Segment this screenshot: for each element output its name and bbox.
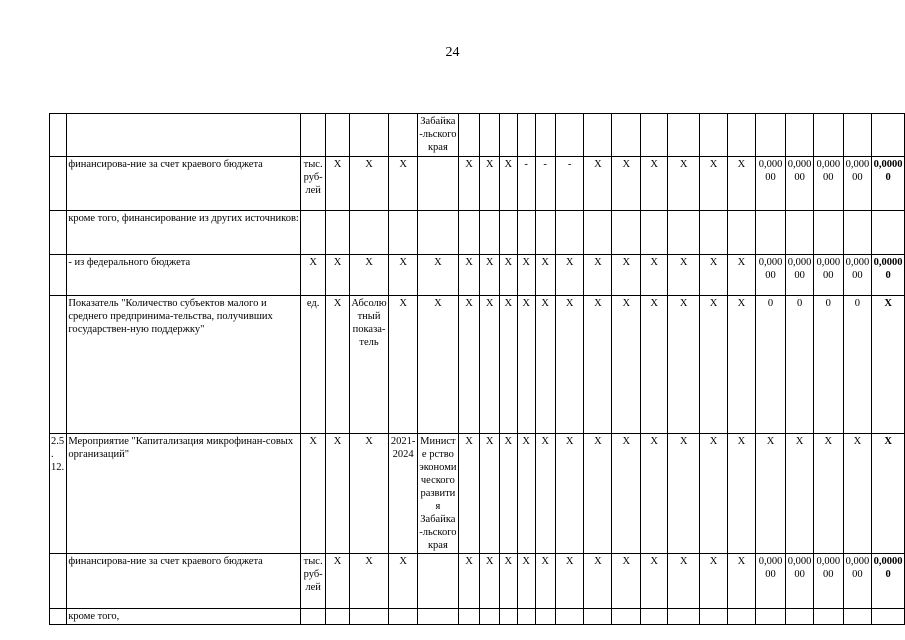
table-cell: Х [349,554,389,609]
table-cell [668,609,700,625]
table-cell: Х [668,157,700,211]
table-cell [480,609,499,625]
table-cell: Х [349,157,389,211]
table-cell [584,211,612,255]
table-cell [50,609,67,625]
table-cell: финансирова-ние за счет краевого бюджета [67,554,301,609]
table-cell [326,211,349,255]
table-cell [814,211,843,255]
table-cell: Х [326,255,349,296]
table-cell: Х [499,296,517,434]
table-cell: 0,000 00 [786,255,814,296]
table-cell: Х [584,296,612,434]
table-cell: Х [480,554,499,609]
table-cell: Х [499,554,517,609]
table-cell [517,609,535,625]
table-cell: Х [584,434,612,554]
table-cell: Х [535,554,555,609]
table-cell: 0,000 00 [786,554,814,609]
table-cell: Х [700,157,728,211]
table-cell: Х [641,554,668,609]
table-cell [418,554,459,609]
table-cell: Х [668,554,700,609]
table-cell [326,609,349,625]
table-cell [755,609,785,625]
table-cell [755,114,785,157]
table-cell [843,114,872,157]
table-row [50,211,905,255]
table-cell: 2021-2024 [389,434,418,554]
table-cell [458,211,480,255]
table-cell: Х [700,554,728,609]
table-cell: Х [535,296,555,434]
table-cell: Х [326,157,349,211]
table-cell [50,211,67,255]
table-cell: Х [700,255,728,296]
table-cell [641,609,668,625]
table-cell: тыс. руб-лей [300,554,326,609]
table-cell: Х [641,255,668,296]
table-row [50,434,905,554]
table-cell [418,211,459,255]
table-cell: Забайка-льского края [418,114,459,157]
table-cell: Х [668,296,700,434]
table-cell [480,211,499,255]
table-cell: Х [843,434,872,554]
table-cell: Х [349,434,389,554]
table-cell [700,114,728,157]
table-cell: Х [349,255,389,296]
table-cell: Х [584,157,612,211]
table-cell [326,114,349,157]
table-cell: Х [727,296,755,434]
table-cell [535,609,555,625]
table-cell [700,211,728,255]
table-cell [535,114,555,157]
table-cell: Х [458,434,480,554]
table-cell [458,114,480,157]
table-cell [555,211,584,255]
table-cell: Х [700,434,728,554]
table-row [50,255,905,296]
table-cell [499,114,517,157]
table-cell [872,114,905,157]
table-cell [641,211,668,255]
table-cell [612,114,641,157]
table-cell: 0,0000 0 [872,554,905,609]
table-cell [418,609,459,625]
table-cell: Мероприятие "Капитализация микрофинан-совых организаций" [67,434,301,554]
table-row [50,296,905,434]
table-cell [418,157,459,211]
table-cell [727,114,755,157]
table-cell: 0 [786,296,814,434]
table-row [50,609,905,625]
table-cell: Х [555,554,584,609]
table-cell: Х [389,554,418,609]
table-cell: Показатель "Количество субъектов малого и среднего предпринима-тельства, получивших государствен-ную поддержку" [67,296,301,434]
table-cell [727,609,755,625]
table-cell [555,609,584,625]
table-cell: Х [727,157,755,211]
table-cell: Х [517,255,535,296]
table-row [50,554,905,609]
table-cell: 2.5. 12. [50,434,67,554]
table-cell [872,211,905,255]
table-cell: Х [555,296,584,434]
table-cell: Х [480,296,499,434]
table-cell: Х [458,255,480,296]
table-cell: 0 [755,296,785,434]
table-cell [389,609,418,625]
table-cell [50,554,67,609]
table-cell: Х [326,434,349,554]
table-cell [50,114,67,157]
budget-table [49,113,905,625]
table-cell: Х [535,434,555,554]
table-cell: Х [418,296,459,434]
table-cell: Х [517,434,535,554]
table-cell [755,211,785,255]
table-cell [555,114,584,157]
table-cell: 0,000 00 [843,554,872,609]
table-cell [786,211,814,255]
table-cell: кроме того, финансирование из других источников: [67,211,301,255]
table-cell: ед. [300,296,326,434]
table-cell [349,609,389,625]
table-cell: Х [668,434,700,554]
table-cell [814,609,843,625]
table-cell: Х [584,255,612,296]
table-cell: Х [700,296,728,434]
table-cell: Х [480,434,499,554]
table-cell [668,211,700,255]
table-cell [499,211,517,255]
table-cell [389,211,418,255]
table-cell: Х [300,255,326,296]
table-cell: Х [389,157,418,211]
table-cell [50,157,67,211]
table-cell: 0,000 00 [814,554,843,609]
table-cell: Х [499,157,517,211]
table-cell [700,609,728,625]
table-cell: 0 [814,296,843,434]
table-cell [67,114,301,157]
table-cell: Х [727,255,755,296]
table-cell [535,211,555,255]
table-cell [480,114,499,157]
table-cell: Х [727,434,755,554]
table-row [50,114,905,157]
table-cell: Х [872,434,905,554]
page-number: 24 [445,45,460,60]
table-cell [458,609,480,625]
table-cell: финансирова-ние за счет краевого бюджета [67,157,301,211]
table-cell: Х [480,255,499,296]
table-cell: 0,000 00 [755,157,785,211]
table-cell: Х [755,434,785,554]
table-cell: 0,0000 0 [872,157,905,211]
table-cell: 0,000 00 [843,157,872,211]
table-cell: 0,000 00 [843,255,872,296]
table-cell [349,114,389,157]
table-cell: Х [584,554,612,609]
table-cell: Х [612,554,641,609]
table-cell: Х [641,434,668,554]
table-cell: Х [389,296,418,434]
table-cell: Х [326,554,349,609]
table-cell: Абсолю тный показа-тель [349,296,389,434]
table-cell [584,609,612,625]
table-cell: - [535,157,555,211]
table-cell: Х [326,296,349,434]
table-cell: Х [517,296,535,434]
table-cell: тыс. руб-лей [300,157,326,211]
table-cell [349,211,389,255]
table-row [50,157,905,211]
table-cell: кроме того, [67,609,301,625]
table-cell [50,255,67,296]
table-cell: Х [872,296,905,434]
table-cell: Х [612,255,641,296]
table-cell: 0,0000 0 [872,255,905,296]
table-cell: - из федерального бюджета [67,255,301,296]
table-cell: Х [300,434,326,554]
table-cell: Х [535,255,555,296]
table-cell [612,609,641,625]
table-cell: Х [555,434,584,554]
table-cell [300,609,326,625]
table-cell: - [517,157,535,211]
table-cell [612,211,641,255]
table-cell: Х [458,554,480,609]
table-cell [517,114,535,157]
table-cell: Х [499,255,517,296]
table-cell [300,114,326,157]
table-cell: Х [814,434,843,554]
table-cell: 0,000 00 [814,157,843,211]
table-cell: Х [517,554,535,609]
table-cell [786,609,814,625]
table-cell: Х [480,157,499,211]
table-cell [843,211,872,255]
table-cell [872,609,905,625]
table-cell: Х [668,255,700,296]
table-cell [499,609,517,625]
table-cell [300,211,326,255]
table-cell [843,609,872,625]
table-cell: Х [612,296,641,434]
table-cell: Х [786,434,814,554]
table-cell [517,211,535,255]
table-cell [389,114,418,157]
table-cell: Х [458,296,480,434]
table-cell: Х [418,255,459,296]
table-cell: Х [641,296,668,434]
table-cell: Х [389,255,418,296]
table-cell: Х [555,255,584,296]
table-cell: 0,000 00 [755,554,785,609]
table-cell: Х [612,157,641,211]
table-cell [50,296,67,434]
table-cell [641,114,668,157]
table-cell: Х [499,434,517,554]
table-cell [668,114,700,157]
table-cell: Х [458,157,480,211]
table-cell: Х [641,157,668,211]
table-cell: 0 [843,296,872,434]
table-cell: 0,000 00 [755,255,785,296]
table-cell [814,114,843,157]
table-cell: Х [727,554,755,609]
table-cell [786,114,814,157]
table-cell [584,114,612,157]
table-cell: Министе рство экономи ческого развития Забайка-льского края [418,434,459,554]
table-cell: - [555,157,584,211]
table-cell: 0,000 00 [786,157,814,211]
table-cell [727,211,755,255]
table-cell: Х [612,434,641,554]
table-cell: 0,000 00 [814,255,843,296]
